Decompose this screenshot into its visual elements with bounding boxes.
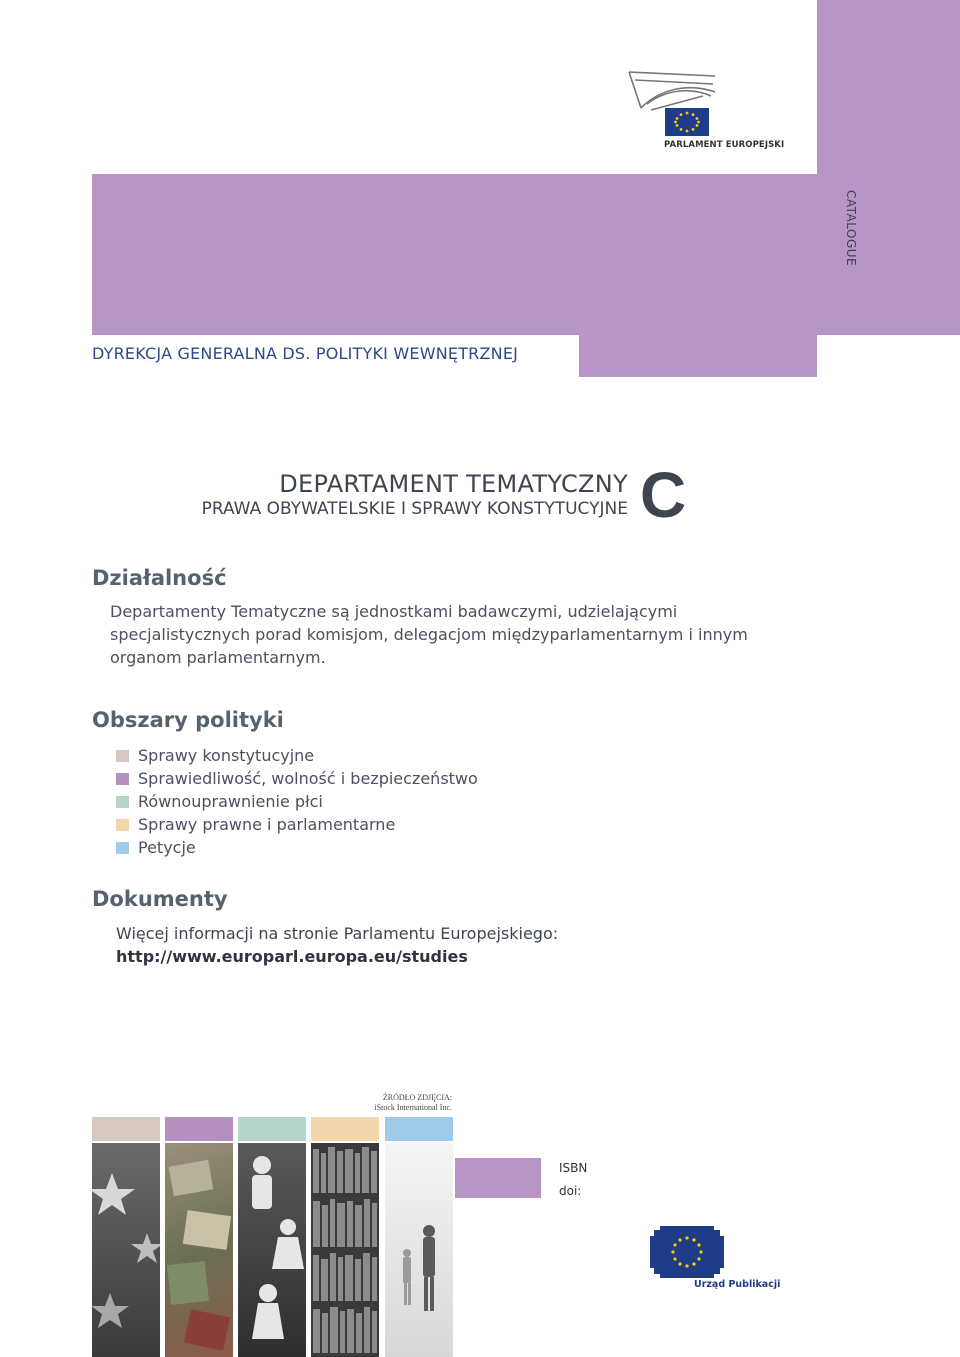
color-square-icon	[116, 842, 129, 854]
policy-item-label: Sprawiedliwość, wolność i bezpieczeństwo	[138, 769, 478, 788]
documents-block	[116, 922, 558, 968]
doi-label: doi:	[559, 1184, 582, 1198]
list-item	[116, 813, 478, 836]
color-square-icon	[116, 773, 129, 785]
header-purple-step	[579, 335, 817, 377]
photo-gender-icons	[238, 1143, 306, 1357]
directorate-title: DYREKCJA GENERALNA DS. POLITYKI WEWNĘTRZNEJ	[92, 344, 519, 363]
policy-heading: Obszary polityki	[92, 708, 284, 732]
color-strip-legal	[311, 1117, 379, 1141]
list-item	[116, 836, 478, 859]
department-letter: C	[640, 459, 687, 531]
photo-passports	[165, 1143, 233, 1357]
color-strip-justice	[165, 1117, 233, 1141]
photo-bookshelf	[311, 1143, 379, 1357]
policy-list	[116, 744, 478, 859]
policy-item-label: Sprawy konstytucyjne	[138, 746, 315, 765]
activity-text: Departamenty Tematyczne są jednostkami badawczymi, udzielającymi specjalistycznych porad komisjom, delegacjom międzyparlamentarnym i innym organom parlamentarnym.	[110, 602, 748, 667]
policy-item-label: Równouprawnienie płci	[138, 792, 323, 811]
photo-credit-label: ŹRÓDŁO ZDJĘCIA:	[382, 1093, 452, 1102]
documents-link[interactable]: http://www.europarl.europa.eu/studies	[116, 947, 468, 966]
color-square-icon	[116, 750, 129, 762]
policy-item-label: Sprawy prawne i parlamentarne	[138, 815, 396, 834]
top-right-purple-block	[817, 0, 960, 174]
documents-text: Więcej informacji na stronie Parlamentu Europejskiego:	[116, 924, 559, 943]
department-subtitle: PRAWA OBYWATELSKIE I SPRAWY KONSTYTUCYJNE	[201, 499, 628, 519]
parliament-logo-text: PARLAMENT EUROPEJSKI	[664, 140, 785, 150]
color-strip-gender	[238, 1117, 306, 1141]
photo-flag-stars	[92, 1143, 160, 1357]
department-title: DEPARTAMENT TEMATYCZNY	[279, 470, 628, 498]
color-square-icon	[116, 796, 129, 808]
color-strip-constitutional	[92, 1117, 160, 1141]
catalogue-label: CATALOGUE	[844, 190, 858, 267]
publisher-name: Urząd Publikacji	[694, 1279, 781, 1290]
list-item	[116, 790, 478, 813]
photo-credit	[370, 1093, 452, 1113]
color-square-icon	[116, 819, 129, 831]
color-strip-petitions	[385, 1117, 453, 1141]
policy-item-label: Petycje	[138, 838, 196, 857]
isbn-color-box	[455, 1158, 541, 1198]
list-item	[116, 744, 478, 767]
isbn-label: ISBN	[559, 1161, 588, 1175]
photo-credit-source: iStock International Inc.	[374, 1103, 452, 1112]
photo-people-walking	[385, 1143, 453, 1357]
list-item	[116, 767, 478, 790]
documents-heading: Dokumenty	[92, 887, 228, 911]
activity-heading: Działalność	[92, 566, 227, 590]
